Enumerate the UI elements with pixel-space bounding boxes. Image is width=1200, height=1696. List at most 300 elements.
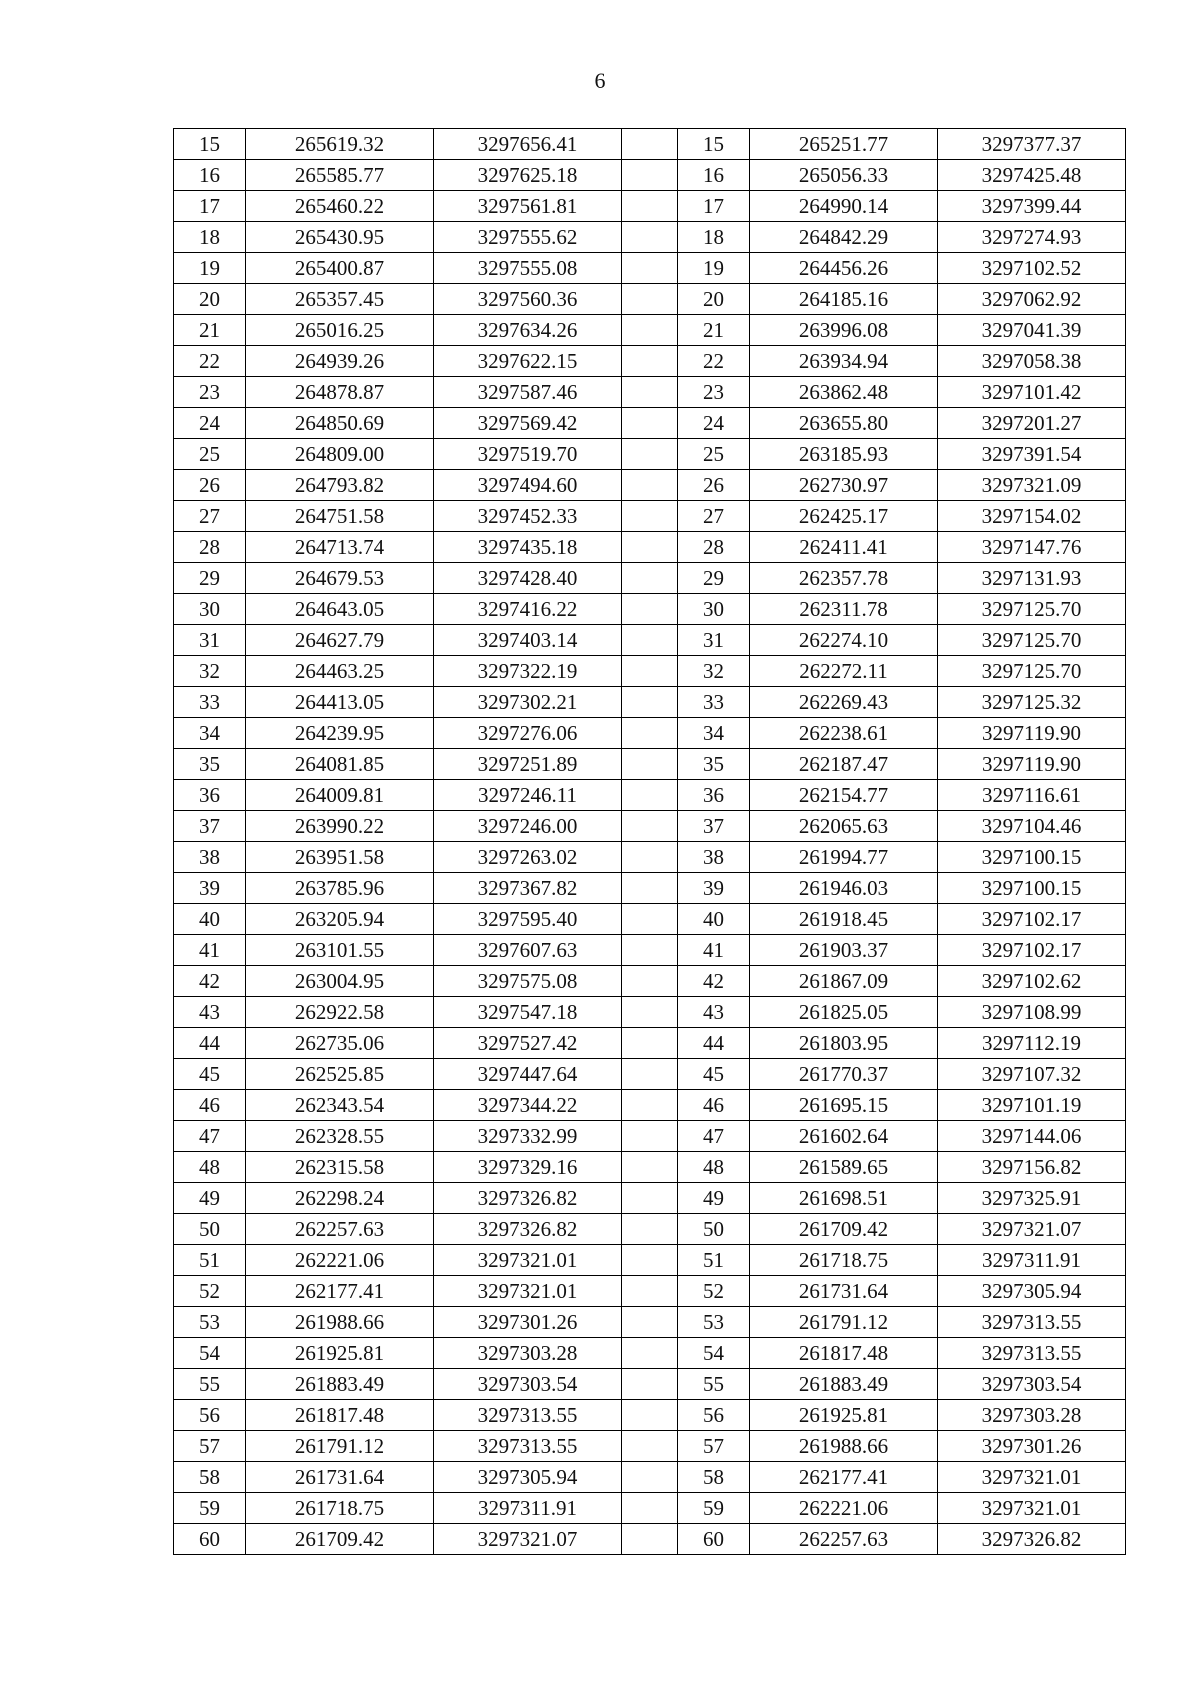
right-point-number-cell: 58	[678, 1462, 750, 1493]
right-point-number-cell: 19	[678, 253, 750, 284]
separator-cell	[622, 408, 678, 439]
right-point-number-cell: 24	[678, 408, 750, 439]
right-point-number-cell: 59	[678, 1493, 750, 1524]
table-row	[174, 222, 1126, 253]
left-point-number-cell: 39	[174, 873, 246, 904]
left-x-coordinate-cell: 263951.58	[246, 842, 434, 873]
left-y-coordinate-cell: 3297322.19	[434, 656, 622, 687]
right-y-coordinate-cell: 3297101.42	[938, 377, 1126, 408]
table-row	[174, 780, 1126, 811]
right-y-coordinate-cell: 3297119.90	[938, 718, 1126, 749]
right-point-number-cell: 49	[678, 1183, 750, 1214]
separator-cell	[622, 873, 678, 904]
right-point-number-cell: 60	[678, 1524, 750, 1555]
left-x-coordinate-cell: 262343.54	[246, 1090, 434, 1121]
left-y-coordinate-cell: 3297246.00	[434, 811, 622, 842]
left-y-coordinate-cell: 3297263.02	[434, 842, 622, 873]
left-point-number-cell: 22	[174, 346, 246, 377]
left-x-coordinate-cell: 261925.81	[246, 1338, 434, 1369]
left-y-coordinate-cell: 3297428.40	[434, 563, 622, 594]
left-x-coordinate-cell: 265430.95	[246, 222, 434, 253]
table-row	[174, 1524, 1126, 1555]
right-y-coordinate-cell: 3297311.91	[938, 1245, 1126, 1276]
left-point-number-cell: 31	[174, 625, 246, 656]
right-point-number-cell: 46	[678, 1090, 750, 1121]
right-y-coordinate-cell: 3297108.99	[938, 997, 1126, 1028]
right-point-number-cell: 43	[678, 997, 750, 1028]
left-point-number-cell: 46	[174, 1090, 246, 1121]
left-x-coordinate-cell: 265357.45	[246, 284, 434, 315]
separator-cell	[622, 1059, 678, 1090]
left-point-number-cell: 56	[174, 1400, 246, 1431]
table-row	[174, 532, 1126, 563]
table-row	[174, 1245, 1126, 1276]
separator-cell	[622, 191, 678, 222]
left-x-coordinate-cell: 262177.41	[246, 1276, 434, 1307]
right-y-coordinate-cell: 3297102.62	[938, 966, 1126, 997]
right-point-number-cell: 52	[678, 1276, 750, 1307]
right-x-coordinate-cell: 262730.97	[750, 470, 938, 501]
separator-cell	[622, 470, 678, 501]
left-x-coordinate-cell: 262922.58	[246, 997, 434, 1028]
right-y-coordinate-cell: 3297131.93	[938, 563, 1126, 594]
left-y-coordinate-cell: 3297321.07	[434, 1524, 622, 1555]
left-x-coordinate-cell: 261791.12	[246, 1431, 434, 1462]
separator-cell	[622, 1183, 678, 1214]
right-y-coordinate-cell: 3297058.38	[938, 346, 1126, 377]
left-point-number-cell: 34	[174, 718, 246, 749]
left-x-coordinate-cell: 263101.55	[246, 935, 434, 966]
left-x-coordinate-cell: 264679.53	[246, 563, 434, 594]
coordinates-table	[173, 128, 1126, 1555]
right-x-coordinate-cell: 261695.15	[750, 1090, 938, 1121]
left-x-coordinate-cell: 264627.79	[246, 625, 434, 656]
table-row	[174, 873, 1126, 904]
left-y-coordinate-cell: 3297326.82	[434, 1183, 622, 1214]
table-row	[174, 656, 1126, 687]
left-y-coordinate-cell: 3297656.41	[434, 129, 622, 160]
left-x-coordinate-cell: 262525.85	[246, 1059, 434, 1090]
right-y-coordinate-cell: 3297062.92	[938, 284, 1126, 315]
right-y-coordinate-cell: 3297104.46	[938, 811, 1126, 842]
table-row	[174, 842, 1126, 873]
left-y-coordinate-cell: 3297634.26	[434, 315, 622, 346]
left-y-coordinate-cell: 3297575.08	[434, 966, 622, 997]
right-x-coordinate-cell: 261602.64	[750, 1121, 938, 1152]
left-point-number-cell: 55	[174, 1369, 246, 1400]
left-y-coordinate-cell: 3297305.94	[434, 1462, 622, 1493]
right-point-number-cell: 50	[678, 1214, 750, 1245]
right-y-coordinate-cell: 3297321.09	[938, 470, 1126, 501]
table-row	[174, 501, 1126, 532]
table-row	[174, 253, 1126, 284]
left-y-coordinate-cell: 3297607.63	[434, 935, 622, 966]
left-y-coordinate-cell: 3297560.36	[434, 284, 622, 315]
left-y-coordinate-cell: 3297547.18	[434, 997, 622, 1028]
left-point-number-cell: 49	[174, 1183, 246, 1214]
left-y-coordinate-cell: 3297527.42	[434, 1028, 622, 1059]
left-y-coordinate-cell: 3297303.28	[434, 1338, 622, 1369]
right-x-coordinate-cell: 261791.12	[750, 1307, 938, 1338]
left-point-number-cell: 37	[174, 811, 246, 842]
right-x-coordinate-cell: 264842.29	[750, 222, 938, 253]
left-y-coordinate-cell: 3297302.21	[434, 687, 622, 718]
left-x-coordinate-cell: 265585.77	[246, 160, 434, 191]
left-y-coordinate-cell: 3297403.14	[434, 625, 622, 656]
right-point-number-cell: 56	[678, 1400, 750, 1431]
left-y-coordinate-cell: 3297587.46	[434, 377, 622, 408]
separator-cell	[622, 501, 678, 532]
left-point-number-cell: 38	[174, 842, 246, 873]
right-y-coordinate-cell: 3297101.19	[938, 1090, 1126, 1121]
left-y-coordinate-cell: 3297321.01	[434, 1276, 622, 1307]
table-row	[174, 625, 1126, 656]
right-x-coordinate-cell: 264185.16	[750, 284, 938, 315]
table-row	[174, 1307, 1126, 1338]
right-point-number-cell: 23	[678, 377, 750, 408]
left-y-coordinate-cell: 3297494.60	[434, 470, 622, 501]
left-x-coordinate-cell: 262315.58	[246, 1152, 434, 1183]
separator-cell	[622, 315, 678, 346]
right-x-coordinate-cell: 263655.80	[750, 408, 938, 439]
separator-cell	[622, 1121, 678, 1152]
right-point-number-cell: 29	[678, 563, 750, 594]
right-y-coordinate-cell: 3297274.93	[938, 222, 1126, 253]
right-point-number-cell: 34	[678, 718, 750, 749]
left-y-coordinate-cell: 3297332.99	[434, 1121, 622, 1152]
right-y-coordinate-cell: 3297116.61	[938, 780, 1126, 811]
left-y-coordinate-cell: 3297301.26	[434, 1307, 622, 1338]
separator-cell	[622, 377, 678, 408]
left-point-number-cell: 15	[174, 129, 246, 160]
left-x-coordinate-cell: 262328.55	[246, 1121, 434, 1152]
right-point-number-cell: 53	[678, 1307, 750, 1338]
table-row	[174, 1028, 1126, 1059]
left-y-coordinate-cell: 3297435.18	[434, 532, 622, 563]
right-y-coordinate-cell: 3297303.54	[938, 1369, 1126, 1400]
table-row	[174, 997, 1126, 1028]
left-point-number-cell: 53	[174, 1307, 246, 1338]
right-x-coordinate-cell: 261918.45	[750, 904, 938, 935]
separator-cell	[622, 749, 678, 780]
table-row	[174, 904, 1126, 935]
right-x-coordinate-cell: 262065.63	[750, 811, 938, 842]
left-x-coordinate-cell: 264939.26	[246, 346, 434, 377]
left-point-number-cell: 24	[174, 408, 246, 439]
separator-cell	[622, 1493, 678, 1524]
right-point-number-cell: 42	[678, 966, 750, 997]
left-y-coordinate-cell: 3297595.40	[434, 904, 622, 935]
right-y-coordinate-cell: 3297156.82	[938, 1152, 1126, 1183]
left-x-coordinate-cell: 262221.06	[246, 1245, 434, 1276]
left-point-number-cell: 40	[174, 904, 246, 935]
left-point-number-cell: 30	[174, 594, 246, 625]
separator-cell	[622, 842, 678, 873]
separator-cell	[622, 563, 678, 594]
separator-cell	[622, 687, 678, 718]
left-point-number-cell: 59	[174, 1493, 246, 1524]
table-row	[174, 1183, 1126, 1214]
right-x-coordinate-cell: 262257.63	[750, 1524, 938, 1555]
right-point-number-cell: 48	[678, 1152, 750, 1183]
left-x-coordinate-cell: 264463.25	[246, 656, 434, 687]
left-point-number-cell: 51	[174, 1245, 246, 1276]
table-row	[174, 160, 1126, 191]
left-point-number-cell: 27	[174, 501, 246, 532]
table-row	[174, 1493, 1126, 1524]
table-row	[174, 1214, 1126, 1245]
left-point-number-cell: 18	[174, 222, 246, 253]
right-x-coordinate-cell: 263934.94	[750, 346, 938, 377]
right-x-coordinate-cell: 262269.43	[750, 687, 938, 718]
separator-cell	[622, 1338, 678, 1369]
right-x-coordinate-cell: 261867.09	[750, 966, 938, 997]
left-y-coordinate-cell: 3297569.42	[434, 408, 622, 439]
left-y-coordinate-cell: 3297313.55	[434, 1431, 622, 1462]
separator-cell	[622, 780, 678, 811]
left-y-coordinate-cell: 3297251.89	[434, 749, 622, 780]
left-point-number-cell: 54	[174, 1338, 246, 1369]
separator-cell	[622, 1400, 678, 1431]
right-x-coordinate-cell: 264990.14	[750, 191, 938, 222]
right-x-coordinate-cell: 264456.26	[750, 253, 938, 284]
left-x-coordinate-cell: 264009.81	[246, 780, 434, 811]
right-x-coordinate-cell: 261988.66	[750, 1431, 938, 1462]
right-x-coordinate-cell: 262238.61	[750, 718, 938, 749]
separator-cell	[622, 1462, 678, 1493]
right-x-coordinate-cell: 262272.11	[750, 656, 938, 687]
table-row	[174, 935, 1126, 966]
right-point-number-cell: 45	[678, 1059, 750, 1090]
right-x-coordinate-cell: 262187.47	[750, 749, 938, 780]
left-y-coordinate-cell: 3297276.06	[434, 718, 622, 749]
left-point-number-cell: 19	[174, 253, 246, 284]
left-y-coordinate-cell: 3297561.81	[434, 191, 622, 222]
separator-cell	[622, 253, 678, 284]
left-point-number-cell: 41	[174, 935, 246, 966]
right-x-coordinate-cell: 263996.08	[750, 315, 938, 346]
right-y-coordinate-cell: 3297112.19	[938, 1028, 1126, 1059]
right-y-coordinate-cell: 3297303.28	[938, 1400, 1126, 1431]
left-point-number-cell: 60	[174, 1524, 246, 1555]
separator-cell	[622, 1524, 678, 1555]
separator-cell	[622, 1214, 678, 1245]
left-x-coordinate-cell: 261731.64	[246, 1462, 434, 1493]
left-y-coordinate-cell: 3297311.91	[434, 1493, 622, 1524]
right-x-coordinate-cell: 263185.93	[750, 439, 938, 470]
left-point-number-cell: 16	[174, 160, 246, 191]
left-x-coordinate-cell: 264713.74	[246, 532, 434, 563]
left-point-number-cell: 26	[174, 470, 246, 501]
right-point-number-cell: 37	[678, 811, 750, 842]
right-x-coordinate-cell: 261709.42	[750, 1214, 938, 1245]
left-x-coordinate-cell: 261817.48	[246, 1400, 434, 1431]
left-point-number-cell: 44	[174, 1028, 246, 1059]
table-row	[174, 687, 1126, 718]
left-point-number-cell: 45	[174, 1059, 246, 1090]
separator-cell	[622, 811, 678, 842]
right-y-coordinate-cell: 3297144.06	[938, 1121, 1126, 1152]
right-point-number-cell: 27	[678, 501, 750, 532]
left-point-number-cell: 43	[174, 997, 246, 1028]
right-y-coordinate-cell: 3297102.17	[938, 904, 1126, 935]
right-point-number-cell: 25	[678, 439, 750, 470]
right-x-coordinate-cell: 262357.78	[750, 563, 938, 594]
right-x-coordinate-cell: 261925.81	[750, 1400, 938, 1431]
right-y-coordinate-cell: 3297201.27	[938, 408, 1126, 439]
left-y-coordinate-cell: 3297447.64	[434, 1059, 622, 1090]
separator-cell	[622, 1307, 678, 1338]
table-row	[174, 1338, 1126, 1369]
right-x-coordinate-cell: 261589.65	[750, 1152, 938, 1183]
right-x-coordinate-cell: 261883.49	[750, 1369, 938, 1400]
left-x-coordinate-cell: 264793.82	[246, 470, 434, 501]
left-point-number-cell: 33	[174, 687, 246, 718]
left-x-coordinate-cell: 265460.22	[246, 191, 434, 222]
separator-cell	[622, 1431, 678, 1462]
left-y-coordinate-cell: 3297303.54	[434, 1369, 622, 1400]
left-point-number-cell: 36	[174, 780, 246, 811]
right-y-coordinate-cell: 3297321.07	[938, 1214, 1126, 1245]
table-row	[174, 470, 1126, 501]
right-y-coordinate-cell: 3297154.02	[938, 501, 1126, 532]
table-row	[174, 966, 1126, 997]
right-point-number-cell: 31	[678, 625, 750, 656]
table-row	[174, 346, 1126, 377]
right-y-coordinate-cell: 3297041.39	[938, 315, 1126, 346]
table-row	[174, 811, 1126, 842]
table-row	[174, 749, 1126, 780]
right-x-coordinate-cell: 262274.10	[750, 625, 938, 656]
separator-cell	[622, 1276, 678, 1307]
right-point-number-cell: 21	[678, 315, 750, 346]
right-y-coordinate-cell: 3297321.01	[938, 1493, 1126, 1524]
page-number: 6	[594, 68, 606, 93]
right-point-number-cell: 51	[678, 1245, 750, 1276]
right-point-number-cell: 32	[678, 656, 750, 687]
right-y-coordinate-cell: 3297100.15	[938, 873, 1126, 904]
right-y-coordinate-cell: 3297425.48	[938, 160, 1126, 191]
table-row	[174, 1369, 1126, 1400]
right-x-coordinate-cell: 265056.33	[750, 160, 938, 191]
table-row	[174, 1462, 1126, 1493]
right-point-number-cell: 44	[678, 1028, 750, 1059]
left-point-number-cell: 29	[174, 563, 246, 594]
right-x-coordinate-cell: 262411.41	[750, 532, 938, 563]
right-y-coordinate-cell: 3297125.70	[938, 594, 1126, 625]
table-row	[174, 1400, 1126, 1431]
right-x-coordinate-cell: 261698.51	[750, 1183, 938, 1214]
right-point-number-cell: 40	[678, 904, 750, 935]
left-y-coordinate-cell: 3297625.18	[434, 160, 622, 191]
left-y-coordinate-cell: 3297519.70	[434, 439, 622, 470]
separator-cell	[622, 594, 678, 625]
table-row	[174, 594, 1126, 625]
right-x-coordinate-cell: 261731.64	[750, 1276, 938, 1307]
right-point-number-cell: 15	[678, 129, 750, 160]
left-x-coordinate-cell: 261718.75	[246, 1493, 434, 1524]
left-point-number-cell: 32	[174, 656, 246, 687]
separator-cell	[622, 625, 678, 656]
right-y-coordinate-cell: 3297391.54	[938, 439, 1126, 470]
right-x-coordinate-cell: 262221.06	[750, 1493, 938, 1524]
separator-cell	[622, 1090, 678, 1121]
left-y-coordinate-cell: 3297416.22	[434, 594, 622, 625]
left-x-coordinate-cell: 264239.95	[246, 718, 434, 749]
right-x-coordinate-cell: 263862.48	[750, 377, 938, 408]
table-row	[174, 1121, 1126, 1152]
left-x-coordinate-cell: 261883.49	[246, 1369, 434, 1400]
table-row	[174, 1152, 1126, 1183]
table-row	[174, 129, 1126, 160]
separator-cell	[622, 346, 678, 377]
left-y-coordinate-cell: 3297555.08	[434, 253, 622, 284]
left-point-number-cell: 28	[174, 532, 246, 563]
left-y-coordinate-cell: 3297246.11	[434, 780, 622, 811]
left-point-number-cell: 52	[174, 1276, 246, 1307]
left-point-number-cell: 50	[174, 1214, 246, 1245]
left-point-number-cell: 35	[174, 749, 246, 780]
right-y-coordinate-cell: 3297326.82	[938, 1524, 1126, 1555]
table-row	[174, 408, 1126, 439]
table-row	[174, 718, 1126, 749]
right-y-coordinate-cell: 3297119.90	[938, 749, 1126, 780]
separator-cell	[622, 129, 678, 160]
table-row	[174, 377, 1126, 408]
right-point-number-cell: 57	[678, 1431, 750, 1462]
left-x-coordinate-cell: 264413.05	[246, 687, 434, 718]
right-point-number-cell: 28	[678, 532, 750, 563]
table-row	[174, 1431, 1126, 1462]
right-y-coordinate-cell: 3297102.52	[938, 253, 1126, 284]
right-point-number-cell: 41	[678, 935, 750, 966]
left-x-coordinate-cell: 263205.94	[246, 904, 434, 935]
left-y-coordinate-cell: 3297367.82	[434, 873, 622, 904]
right-y-coordinate-cell: 3297147.76	[938, 532, 1126, 563]
left-point-number-cell: 47	[174, 1121, 246, 1152]
separator-cell	[622, 904, 678, 935]
right-point-number-cell: 16	[678, 160, 750, 191]
separator-cell	[622, 1245, 678, 1276]
table-row	[174, 315, 1126, 346]
left-y-coordinate-cell: 3297313.55	[434, 1400, 622, 1431]
right-point-number-cell: 55	[678, 1369, 750, 1400]
separator-cell	[622, 222, 678, 253]
right-point-number-cell: 33	[678, 687, 750, 718]
right-point-number-cell: 47	[678, 1121, 750, 1152]
separator-cell	[622, 718, 678, 749]
left-point-number-cell: 57	[174, 1431, 246, 1462]
separator-cell	[622, 1369, 678, 1400]
separator-cell	[622, 160, 678, 191]
table-row	[174, 1090, 1126, 1121]
right-x-coordinate-cell: 262154.77	[750, 780, 938, 811]
left-point-number-cell: 25	[174, 439, 246, 470]
left-x-coordinate-cell: 265400.87	[246, 253, 434, 284]
right-point-number-cell: 26	[678, 470, 750, 501]
left-x-coordinate-cell: 261988.66	[246, 1307, 434, 1338]
separator-cell	[622, 1152, 678, 1183]
table-row	[174, 1276, 1126, 1307]
coordinates-table-body	[174, 129, 1126, 1555]
right-point-number-cell: 54	[678, 1338, 750, 1369]
left-x-coordinate-cell: 264850.69	[246, 408, 434, 439]
left-y-coordinate-cell: 3297452.33	[434, 501, 622, 532]
right-y-coordinate-cell: 3297102.17	[938, 935, 1126, 966]
separator-cell	[622, 997, 678, 1028]
separator-cell	[622, 284, 678, 315]
left-x-coordinate-cell: 262257.63	[246, 1214, 434, 1245]
